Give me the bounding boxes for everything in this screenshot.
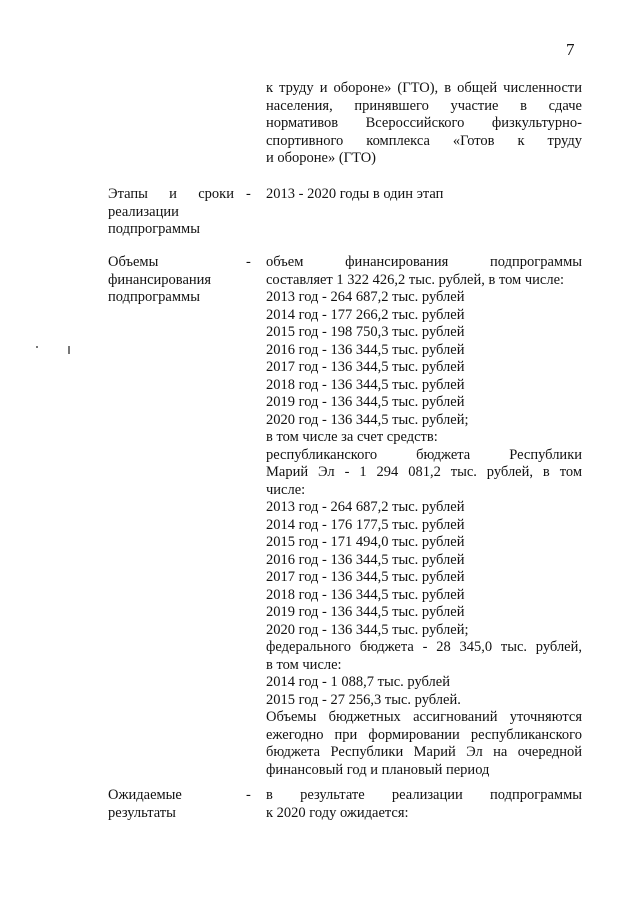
text-line: числе: bbox=[266, 481, 306, 498]
text-line: ежегодно при формировании республиканского bbox=[266, 726, 582, 743]
text-line: Объемы бюджетных ассигнований уточняются bbox=[266, 709, 582, 725]
text-line: 2013 год - 264 687,2 тыс. рублей bbox=[266, 499, 465, 515]
row-content bbox=[266, 254, 582, 779]
text-line: в том числе: bbox=[266, 656, 342, 673]
text-line: 2013 - 2020 годы в один этап bbox=[266, 186, 444, 202]
text-line: 2013 год - 264 687,2 тыс. рублей bbox=[266, 289, 465, 305]
text-line: 2014 год - 177 266,2 тыс. рублей bbox=[266, 306, 465, 323]
text-line: 2017 год - 136 344,5 тыс. рублей bbox=[266, 569, 465, 585]
text-line: 2019 год - 136 344,5 тыс. рублей bbox=[266, 394, 465, 410]
text-line: 2018 год - 136 344,5 тыс. рублей bbox=[266, 586, 465, 603]
label-line: подпрограммы bbox=[108, 221, 200, 237]
text-line: к 2020 году ожидается: bbox=[266, 804, 409, 821]
text-line: в том числе за счет средств: bbox=[266, 429, 438, 445]
text-line: населения, принявшего участие в сдаче bbox=[266, 97, 582, 114]
text-line: составляет 1 322 426,2 тыс. рублей, в том числе: bbox=[266, 271, 565, 288]
scan-mark bbox=[36, 346, 38, 348]
page-number: 7 bbox=[566, 40, 575, 59]
text-line: федерального бюджета - 28 345,0 тыс. рублей, bbox=[266, 639, 582, 655]
text-line: бюджета Республики Марий Эл на очередной bbox=[266, 744, 582, 760]
text-line: 2016 год - 136 344,5 тыс. рублей bbox=[266, 341, 465, 358]
row-content bbox=[266, 186, 582, 204]
text-line: в результате реализации подпрограммы bbox=[266, 787, 582, 803]
text-line: спортивного комплекса «Готов к труду bbox=[266, 132, 582, 149]
row-label: Ожидаемые результаты bbox=[108, 787, 182, 821]
label-line: Этапы и сроки bbox=[108, 186, 234, 202]
text-line: объем финансирования подпрограммы bbox=[266, 254, 582, 270]
scan-mark bbox=[68, 346, 70, 354]
text-line: 2018 год - 136 344,5 тыс. рублей bbox=[266, 376, 465, 393]
text-line: и обороне» (ГТО) bbox=[266, 150, 377, 166]
text-line: 2017 год - 136 344,5 тыс. рублей bbox=[266, 359, 465, 375]
text-line: 2015 год - 198 750,3 тыс. рублей bbox=[266, 324, 465, 340]
text-line: 2016 год - 136 344,5 тыс. рублей bbox=[266, 551, 465, 568]
label-line: реализации bbox=[108, 203, 179, 220]
row-content bbox=[266, 80, 582, 168]
text-line: 2014 год - 1 088,7 тыс. рублей bbox=[266, 674, 450, 690]
row-dash: - bbox=[246, 254, 251, 270]
text-line: республиканского бюджета Республики bbox=[266, 446, 582, 463]
text-line: Марий Эл - 1 294 081,2 тыс. рублей, в том bbox=[266, 464, 582, 480]
row-dash: - bbox=[246, 186, 251, 202]
text-line: 2015 год - 27 256,3 тыс. рублей. bbox=[266, 691, 461, 708]
text-line: 2020 год - 136 344,5 тыс. рублей; bbox=[266, 411, 469, 428]
row-label: Объемы финансирования подпрограммы bbox=[108, 254, 212, 305]
text-line: 2019 год - 136 344,5 тыс. рублей bbox=[266, 604, 465, 620]
row-content bbox=[266, 787, 582, 822]
text-line: нормативов Всероссийского физкультурно- bbox=[266, 115, 582, 131]
text-line: 2020 год - 136 344,5 тыс. рублей; bbox=[266, 621, 469, 638]
text-line: финансовый год и плановый период bbox=[266, 761, 490, 778]
row-label bbox=[108, 186, 234, 239]
text-line: к труду и обороне» (ГТО), в общей численности bbox=[266, 80, 582, 96]
text-line: 2015 год - 171 494,0 тыс. рублей bbox=[266, 534, 465, 550]
text-line: 2014 год - 176 177,5 тыс. рублей bbox=[266, 516, 465, 533]
row-dash: - bbox=[246, 787, 251, 803]
